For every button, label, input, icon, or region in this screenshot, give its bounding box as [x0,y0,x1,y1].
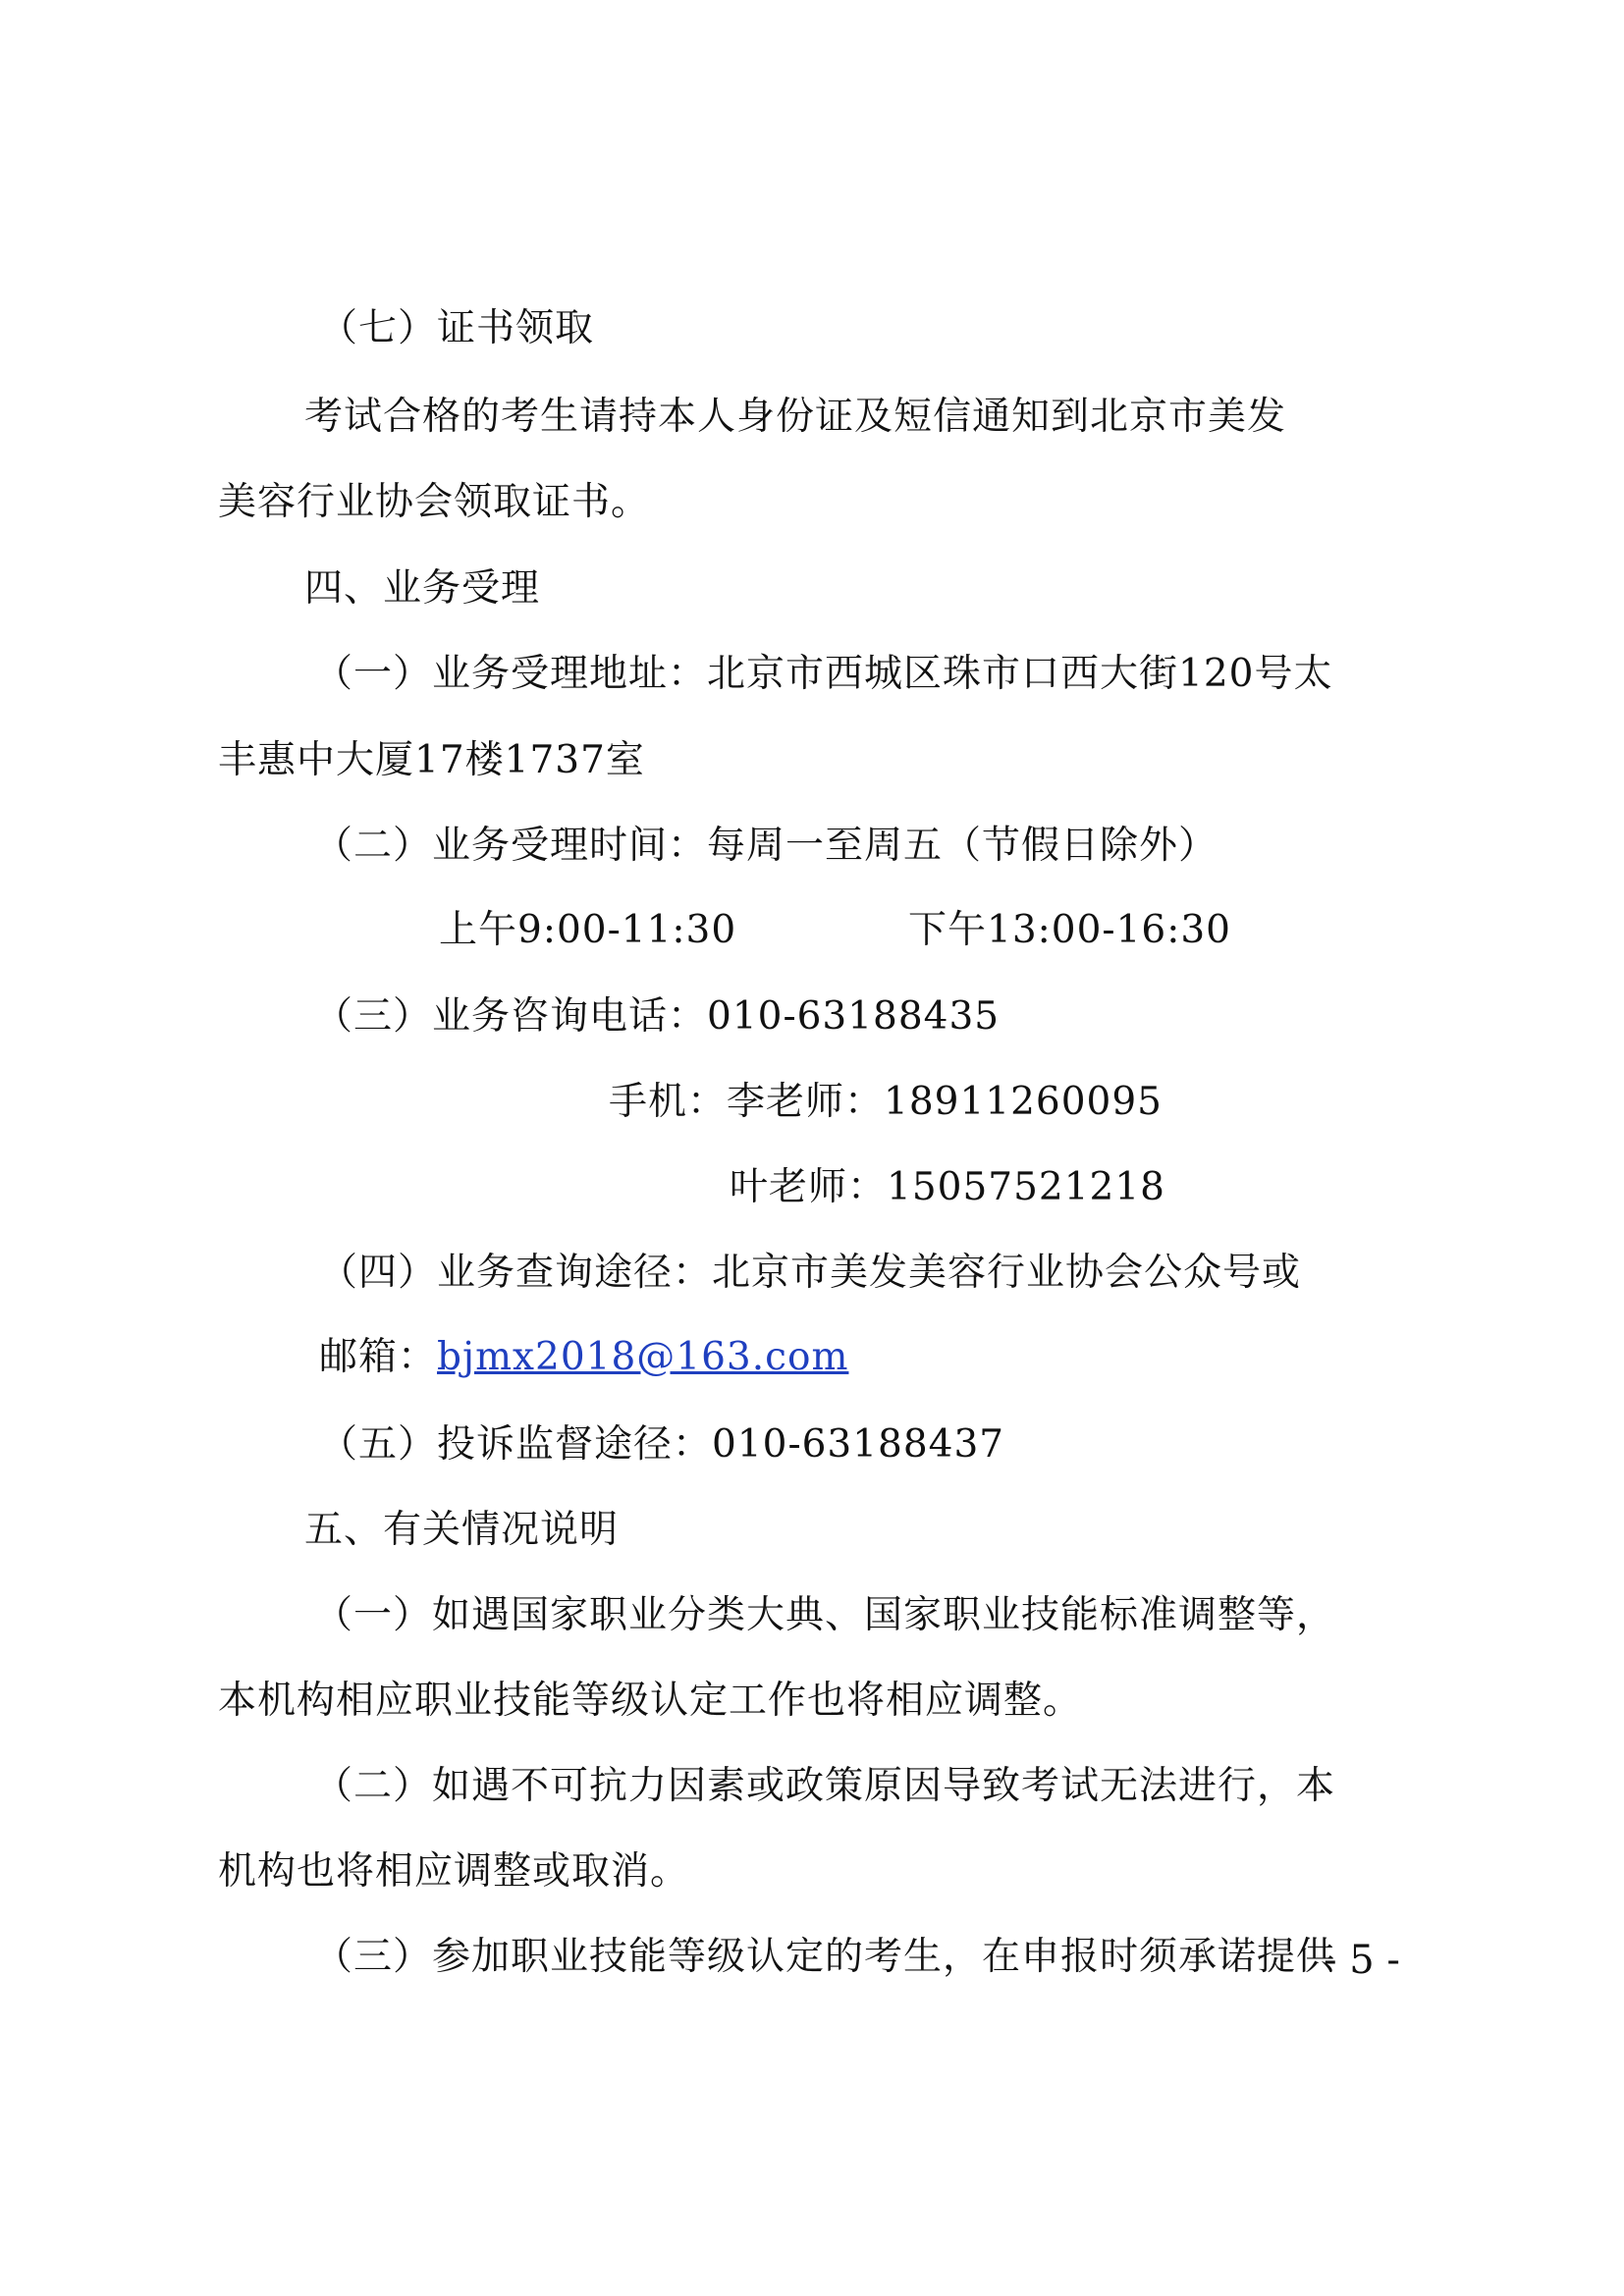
mobile-li-line: 手机：李老师：18911260095 [609,1080,1163,1124]
email-label: 邮箱： [319,1335,438,1379]
paragraph-line: 本机构相应职业技能等级认定工作也将相应调整。 [218,1679,1083,1723]
consult-phone-line: （三）业务咨询电话：010-63188435 [314,994,1001,1039]
paragraph-line: （一）业务受理地址：北京市西城区珠市口西大街120号太 [314,652,1333,696]
paragraph-line: （二）业务受理时间：每周一至周五（节假日除外） [314,824,1218,868]
email-link[interactable]: bjmx2018@163.com [437,1335,849,1379]
paragraph-line: （二）如遇不可抗力因素或政策原因导致考试无法进行，本 [314,1764,1336,1808]
paragraph-line: 丰惠中大厦17楼1737室 [218,738,645,782]
mobile-ye-line: 叶老师：15057521218 [730,1165,1165,1209]
afternoon-hours: 下午13:00-16:30 [908,908,1231,952]
page-number: - 5 - [1324,1938,1400,1983]
morning-hours: 上午9:00-11:30 [439,908,737,952]
complaint-phone-line: （五）投诉监督途径：010-63188437 [319,1422,1005,1467]
paragraph-line: （四）业务查询途径：北京市美发美容行业协会公众号或 [319,1251,1302,1295]
section-heading-notes: 五、有关情况说明 [304,1508,620,1552]
paragraph-line: 考试合格的考生请持本人身份证及短信通知到北京市美发 [304,395,1287,439]
paragraph-line: （三）参加职业技能等级认定的考生，在申报时须承诺提供 [314,1935,1336,1979]
section-heading-business: 四、业务受理 [304,566,541,611]
paragraph-line: （一）如遇国家职业分类大典、国家职业技能标准调整等， [314,1593,1336,1637]
email-line [319,1333,848,1382]
section-heading-certificate: （七）证书领取 [319,306,595,350]
paragraph-line: 美容行业协会领取证书。 [218,480,651,524]
paragraph-line: 机构也将相应调整或取消。 [218,1849,690,1894]
